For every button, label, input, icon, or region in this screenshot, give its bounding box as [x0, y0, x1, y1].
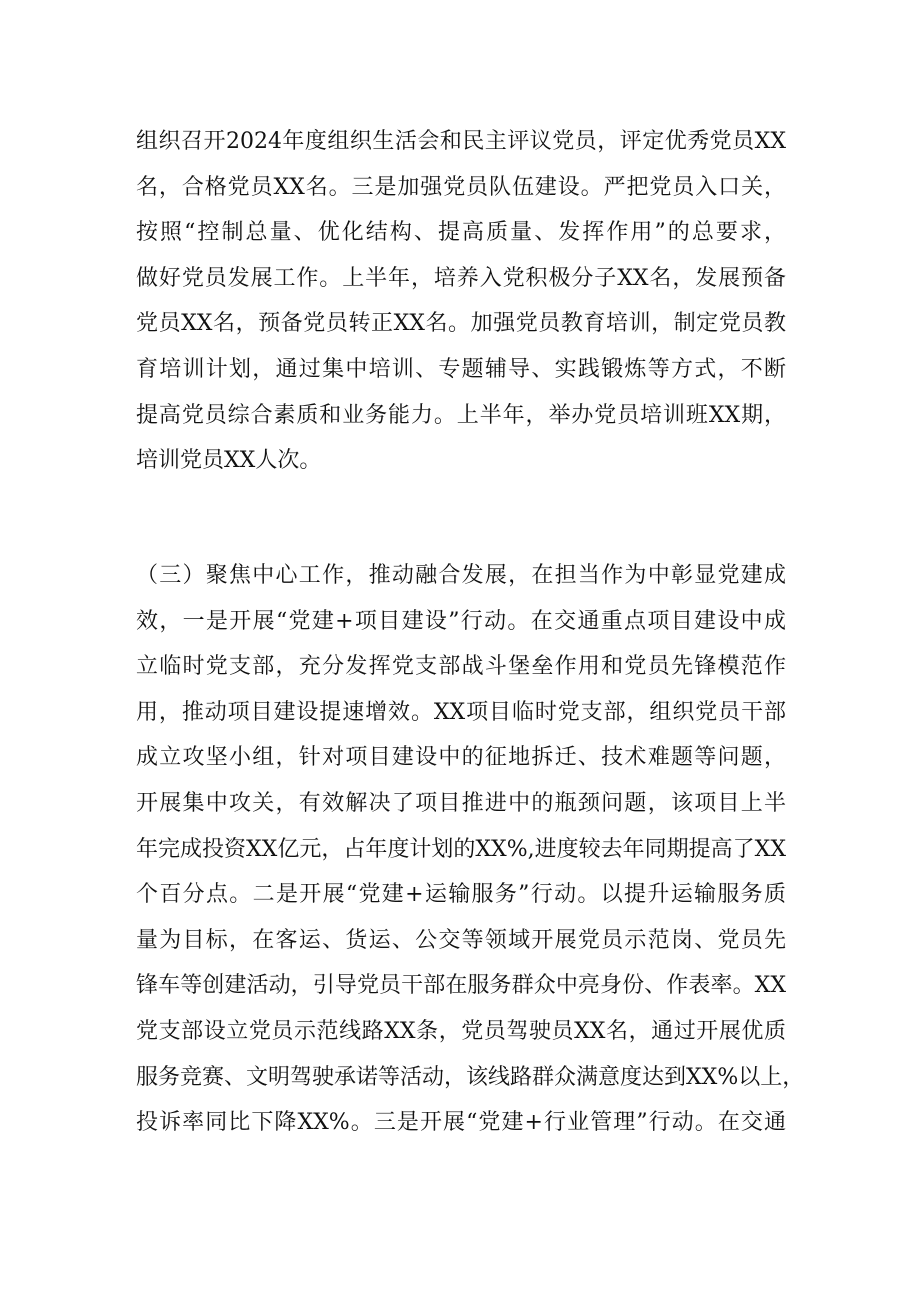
text-line: 效，一是开展“党建+项目建设”行动。在交通重点项目建设中成 — [136, 608, 786, 634]
text-line: 投诉率同比下降XX%。三是开展“党建+行业管理”行动。在交通 — [136, 1110, 786, 1136]
text-line: 按照“控制总量、优化结构、提高质量、发挥作用”的总要求， — [136, 220, 786, 246]
text-line: 育培训计划，通过集中培训、专题辅导、实践锻炼等方式，不断 — [136, 356, 786, 382]
text-line: 个百分点。二是开展“党建+运输服务”行动。以提升运输服务质 — [136, 882, 786, 908]
text-line: 做好党员发展工作。上半年，培养入党积极分子XX名，发展预备 — [136, 265, 786, 291]
text-line: 立临时党支部，充分发挥党支部战斗堡垒作用和党员先锋模范作 — [136, 654, 786, 680]
text-line: （三）聚焦中心工作，推动融合发展，在担当作为中彰显党建成 — [136, 563, 786, 588]
text-line: 量为目标，在客运、货运、公交等领域开展党员示范岗、党员先 — [136, 927, 786, 953]
text-line: 成立攻坚小组，针对项目建设中的征地拆迁、技术难题等问题， — [136, 745, 786, 771]
body-paragraph-2 — [136, 553, 805, 1146]
text-line: 用，推动项目建设提速增效。XX项目临时党支部，组织党员干部 — [136, 699, 786, 725]
text-line: 党支部设立党员示范线路XX条，党员驾驶员XX名，通过开展优质 — [136, 1018, 786, 1044]
text-line: 提高党员综合素质和业务能力。上半年，举办党员培训班XX期， — [136, 402, 786, 428]
text-line: 党员XX名，预备党员转正XX名。加强党员教育培训，制定党员教 — [136, 311, 786, 337]
text-line: 组织召开2024年度组织生活会和民主评议党员，评定优秀党员XX — [136, 129, 786, 154]
text-line: 开展集中攻关，有效解决了项目推进中的瓶颈问题，该项目上半 — [136, 790, 786, 816]
text-line: 名，合格党员XX名。三是加强党员队伍建设。严把党员入口关， — [136, 174, 786, 200]
text-line: 培训党员XX人次。 — [136, 448, 322, 474]
text-line: 锋车等创建活动，引导党员干部在服务群众中亮身份、作表率。XX — [136, 973, 786, 999]
body-paragraph-1 — [136, 119, 786, 484]
text-line: 年完成投资XX亿元，占年度计划的XX%,进度较去年同期提高了XX — [136, 836, 786, 862]
text-line: 服务竞赛、文明驾驶承诺等活动，该线路群众满意度达到XX%以上， — [136, 1064, 805, 1090]
